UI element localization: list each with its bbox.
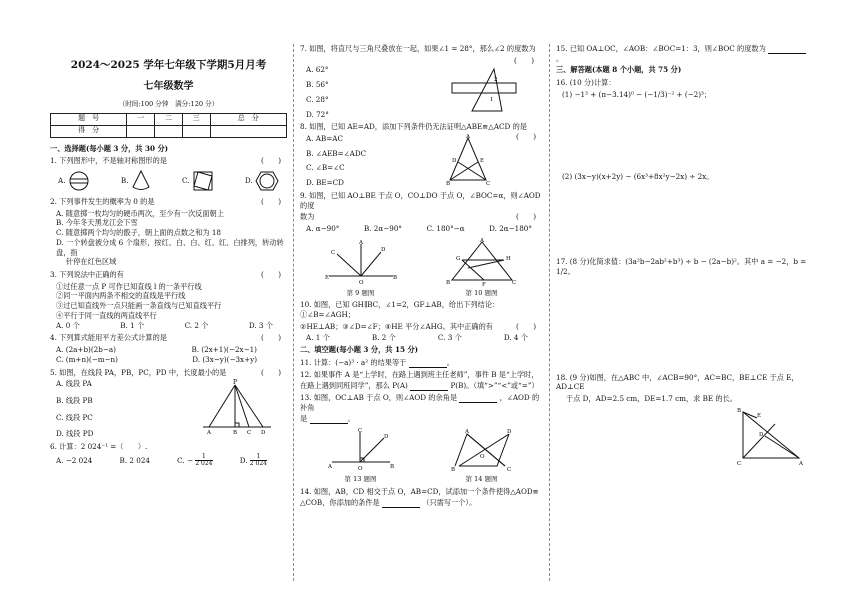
question-stem: 4. 下列算式能用平方差公式计算的是 bbox=[50, 333, 167, 343]
question-16-part-1: (1) −1³ + (π−3.14)⁰ − (−1/3)⁻² + (−2)³； bbox=[562, 89, 712, 99]
q8-body bbox=[300, 134, 516, 188]
q4-options-row2 bbox=[56, 355, 257, 365]
question-4 bbox=[50, 333, 287, 343]
q2-option-d-cont: 针停在红色区域 bbox=[66, 257, 117, 267]
exam-title: 2024～2025 学年七年级下学期5月月考 bbox=[70, 59, 267, 71]
column-divider-left bbox=[293, 44, 294, 581]
question-7: 7. 如图，将直尺与三角尺叠放在一起，如果∠1 = 28°，那么∠2 的度数为 bbox=[300, 44, 536, 53]
answer-paren: ( ) bbox=[516, 212, 536, 222]
question-stem: ②HE⊥AB；③∠D=∠F；④HE 平分∠AHG。其中正确的有 bbox=[300, 321, 493, 331]
svg-text:B: B bbox=[446, 181, 451, 187]
svg-text:D: D bbox=[261, 430, 266, 436]
section-3-title: 三、解答题(本题 8 个小题，共 75 分) bbox=[556, 65, 682, 75]
svg-text:F: F bbox=[481, 281, 486, 286]
q9-q10-figures bbox=[300, 238, 542, 297]
q8-option-a[interactable]: A. AB=AC bbox=[306, 134, 343, 144]
svg-text:C: C bbox=[357, 428, 362, 435]
score-header: 总 分 bbox=[210, 113, 286, 125]
score-table bbox=[50, 113, 287, 138]
svg-text:H: H bbox=[505, 255, 511, 262]
question-stem: P(B)。（填“>”“<”或“=”） bbox=[450, 381, 539, 391]
q3-options bbox=[56, 321, 273, 331]
q10-options bbox=[306, 333, 528, 343]
q9-option-d[interactable]: D. 2α−180° bbox=[489, 224, 532, 234]
svg-text:B: B bbox=[445, 279, 450, 286]
svg-text:O: O bbox=[358, 279, 364, 286]
question-14-cont bbox=[300, 498, 542, 508]
q5-option-d[interactable]: D. 线段 PD bbox=[56, 429, 94, 439]
question-2 bbox=[50, 197, 287, 207]
svg-text:B: B bbox=[233, 430, 238, 436]
exam-subject: 七年级数学 bbox=[143, 81, 194, 93]
svg-text:O: O bbox=[357, 466, 363, 473]
q6-options bbox=[56, 454, 267, 468]
q4-option-a[interactable]: A. (2a+b)(2b−a) bbox=[56, 345, 116, 355]
question-stem: ，∠AOD 的补角 bbox=[300, 393, 540, 412]
score-header: 题 号 bbox=[51, 113, 127, 125]
answer-paren: ( ) bbox=[516, 132, 536, 142]
figure-10-caption: 第 10 题图 bbox=[465, 288, 498, 297]
q5-option-b[interactable]: B. 线段 PB bbox=[56, 395, 93, 405]
square-figure-icon bbox=[192, 170, 214, 192]
q3-option-d[interactable]: D. 3 个 bbox=[248, 320, 273, 330]
q7-option-c[interactable]: C. 28° bbox=[306, 94, 329, 104]
svg-text:B: B bbox=[737, 407, 742, 414]
q4-option-c[interactable]: C. (m+n)(−m−n) bbox=[56, 354, 118, 364]
svg-text:D: D bbox=[383, 434, 388, 441]
q13-figure bbox=[326, 428, 396, 472]
svg-text:P: P bbox=[233, 379, 238, 387]
q8-option-b[interactable]: B. ∠AEB=∠ADC bbox=[306, 148, 367, 158]
cone-figure-icon bbox=[131, 170, 151, 192]
question-6: 6. 计算：2 024⁻¹ =（ ）. bbox=[50, 442, 148, 452]
svg-text:G: G bbox=[455, 255, 460, 262]
q7-body bbox=[300, 65, 542, 119]
question-9-cont bbox=[300, 212, 542, 222]
figure-9-caption: 第 9 题图 bbox=[346, 288, 375, 297]
svg-text:A: A bbox=[358, 239, 363, 246]
q5-body bbox=[50, 379, 287, 439]
q13-q14-figures bbox=[300, 428, 542, 483]
answer-blank[interactable] bbox=[410, 383, 448, 391]
svg-text:A: A bbox=[327, 464, 332, 471]
q10-option-a[interactable]: A. 1 个 bbox=[306, 333, 330, 343]
question-17: 17. (8 分)化简求值：(3a²b−2ab²+b³) ÷ b − (2a−b)²。其中 a = −2，b = 1/2。 bbox=[556, 257, 807, 277]
score-row-label: 得 分 bbox=[51, 125, 127, 137]
answer-area-16-1[interactable] bbox=[556, 102, 811, 172]
q3-option-b[interactable]: B. 1 个 bbox=[120, 320, 145, 330]
column-3 bbox=[556, 44, 811, 468]
question-3 bbox=[50, 270, 287, 280]
question-stem: 在路上遇到同班同学”，那么 P(A) bbox=[300, 381, 408, 391]
svg-text:B: B bbox=[450, 467, 455, 473]
svg-text:A: A bbox=[466, 134, 470, 141]
answer-blank[interactable] bbox=[382, 500, 420, 508]
svg-text:C: C bbox=[247, 430, 252, 436]
question-16-part-2: (2) (3x−y)(x+2y) − (6x³+8x²y−2x) ÷ 2x。 bbox=[562, 171, 714, 181]
answer-area-17[interactable] bbox=[556, 279, 811, 373]
question-13-cont: 是 。 bbox=[300, 414, 355, 424]
q9-option-b[interactable]: B. 2α−90° bbox=[363, 224, 402, 234]
question-18-cont: 于点 D，AD=2.5 cm，DE=1.7 cm，求 BE 的长。 bbox=[566, 394, 737, 404]
svg-text:1: 1 bbox=[490, 97, 494, 104]
q3-option-a[interactable]: A. 0 个 bbox=[56, 320, 80, 330]
circle-figure-icon bbox=[68, 170, 90, 192]
svg-text:D: D bbox=[452, 158, 457, 165]
answer-area-16-2[interactable] bbox=[556, 183, 811, 257]
q3-statement: ①过任意一点 P 可作已知直线 l 的一条平行线 bbox=[56, 281, 202, 291]
score-header: 二 bbox=[155, 113, 183, 125]
q9-options bbox=[306, 224, 532, 234]
q1-option-a[interactable]: A. bbox=[58, 170, 90, 192]
question-stem: 数为 bbox=[300, 212, 315, 222]
question-stem: 11. 计算：(−a)³ · a² 的结果等于 bbox=[300, 357, 407, 367]
answer-paren: ( ) bbox=[261, 270, 281, 280]
question-5 bbox=[50, 368, 287, 378]
q14-figure bbox=[447, 428, 517, 472]
q7-option-d[interactable]: D. 72° bbox=[306, 109, 329, 119]
q9-figure bbox=[323, 238, 399, 286]
section-1-title: 一、选择题(每小题 3 分，共 30 分) bbox=[50, 143, 169, 153]
q3-option-c[interactable]: C. 2 个 bbox=[184, 320, 209, 330]
q4-option-b[interactable]: B. (2x+1)(−2x−1) bbox=[191, 345, 257, 355]
q10-option-c[interactable]: C. 3 个 bbox=[437, 333, 462, 343]
q5-option-c[interactable]: C. 线段 PC bbox=[56, 412, 93, 422]
q8-figure bbox=[444, 134, 494, 186]
question-stem: 1. 下列图形中，不是轴对称图形的是 bbox=[50, 156, 167, 166]
q18-figure bbox=[735, 406, 807, 468]
svg-text:2: 2 bbox=[494, 77, 498, 84]
question-15: 15. 已知 OA⊥OC，∠AOB：∠BOC=1：3，则∠BOC 的度数为 。 bbox=[556, 44, 811, 63]
q9-option-c[interactable]: C. 180°−α bbox=[426, 224, 465, 234]
svg-text:C: C bbox=[506, 467, 511, 473]
q2-option-a[interactable]: A. 随意掷一枚均匀的硬币两次，至少有一次反面朝上 bbox=[56, 208, 224, 218]
question-18: 18. (9 分)如图，在△ABC 中，∠ACB=90°，AC=BC，BE⊥CE 于点 E，AD⊥CE bbox=[556, 372, 799, 392]
q1-option-b[interactable]: B. bbox=[121, 170, 151, 192]
q6-option-a[interactable]: A. −2 024 bbox=[56, 456, 93, 466]
score-header: 三 bbox=[182, 113, 210, 125]
q2-option-d[interactable]: D. 一个转盘被分成 6 个扇形，按红、白、白、红、红、白排列，转动转盘，指 bbox=[56, 237, 284, 257]
q10-option-b[interactable]: B. 2 个 bbox=[371, 333, 396, 343]
q5-figure bbox=[201, 379, 273, 435]
question-stem: 8. 如图，已知 AE=AD，添加下列条件仍无法证明△ABE≌△ACD 的是 bbox=[300, 122, 527, 132]
answer-blank[interactable] bbox=[768, 46, 806, 54]
question-14: 14. 如图，AB，CD 相交于点 O，AB=CD，试添加一个条件使得△AOD≌ bbox=[300, 486, 539, 496]
question-stem: 是 bbox=[300, 414, 308, 424]
question-16: 16. (10 分)计算： bbox=[556, 78, 616, 88]
column-1 bbox=[50, 58, 287, 468]
q4-option-d[interactable]: D. (3x−y)(−3x+y) bbox=[192, 354, 257, 364]
column-2 bbox=[300, 44, 542, 510]
answer-blank[interactable] bbox=[459, 395, 497, 403]
question-10-cont bbox=[300, 322, 542, 332]
svg-text:A: A bbox=[207, 430, 211, 436]
question-stem: 2. 下列事件发生的概率为 0 的是 bbox=[50, 197, 155, 206]
question-11: 11. 计算：(−a)³ · a² 的结果等于 。 bbox=[300, 357, 454, 367]
svg-text:C: C bbox=[330, 249, 335, 256]
q9-option-a[interactable]: A. α−90° bbox=[306, 224, 340, 234]
score-cell[interactable] bbox=[127, 125, 155, 137]
q5-option-a[interactable]: A. 线段 PA bbox=[56, 379, 92, 389]
question-12: 12. 如果事件 A 是“上学时，在路上遇到班主任老师”，事件 B 是“上学时， bbox=[300, 369, 539, 379]
q10-figure bbox=[444, 238, 520, 286]
q2-option-b[interactable]: B. 今年冬天黑龙江会下雪 bbox=[56, 218, 138, 228]
q4-options-row1 bbox=[56, 345, 257, 355]
svg-text:E: E bbox=[324, 274, 329, 281]
answer-blank[interactable] bbox=[310, 416, 348, 424]
svg-text:D: D bbox=[759, 431, 764, 438]
question-stem: 3. 下列说法中正确的有 bbox=[50, 270, 124, 280]
figure-14-caption: 第 14 题图 bbox=[465, 474, 498, 483]
svg-text:C: C bbox=[486, 181, 491, 187]
q7-figure bbox=[450, 65, 520, 115]
q2-option-c[interactable]: C. 随意掷两个均匀的骰子，朝上面的点数之和为 18 bbox=[56, 228, 221, 238]
answer-paren: ( ) bbox=[514, 55, 534, 65]
svg-text:D: D bbox=[506, 429, 511, 436]
svg-text:D: D bbox=[380, 246, 385, 253]
score-cell[interactable] bbox=[182, 125, 210, 137]
question-12-cont bbox=[300, 381, 542, 391]
svg-text:B: B bbox=[389, 464, 394, 471]
answer-paren: ( ) bbox=[261, 367, 281, 377]
answer-paren: ( ) bbox=[261, 333, 281, 343]
question-stem: 15. 已知 OA⊥OC，∠AOB：∠BOC=1：3，则∠BOC 的度数为 bbox=[556, 44, 766, 53]
svg-text:E: E bbox=[480, 158, 485, 165]
score-cell[interactable] bbox=[155, 125, 183, 137]
question-1 bbox=[50, 156, 287, 166]
q1-option-d[interactable]: D. bbox=[245, 170, 279, 192]
q8-option-c[interactable]: C. ∠B=∠C bbox=[306, 163, 345, 173]
question-13 bbox=[300, 393, 542, 412]
q3-statement: ③过已知直线外一点只能画一条直线与已知直线平行 bbox=[56, 301, 222, 311]
q6-option-d[interactable]: D. $\frac{1}{2 024}$ bbox=[239, 452, 267, 468]
q3-statement: ②同一平面内两条不相交的直线是平行线 bbox=[56, 291, 186, 301]
question-stem: （只需写一个）。 bbox=[422, 498, 477, 508]
q6-option-b[interactable]: B. 2 024 bbox=[119, 456, 150, 466]
q6-option-c[interactable]: C. − $\frac{1}{2 024}$ bbox=[177, 452, 213, 468]
answer-blank[interactable] bbox=[409, 360, 447, 368]
svg-text:O: O bbox=[479, 454, 485, 461]
column-divider-right bbox=[549, 44, 550, 581]
q8-option-d[interactable]: D. BE=CD bbox=[306, 178, 344, 188]
q10-option-d[interactable]: D. 4 个 bbox=[503, 333, 528, 343]
question-9: 9. 如图，已知 AO⊥BE 于点 O，CO⊥DO 于点 O，∠BOC=α，则∠AOD 的度 bbox=[300, 190, 541, 210]
question-stem: 5. 如图，在线段 PA，PB，PC，PD 中，长度最小的是 bbox=[50, 367, 227, 377]
q18-body[interactable] bbox=[556, 406, 811, 468]
q1-options bbox=[58, 170, 279, 192]
svg-text:A: A bbox=[479, 237, 484, 244]
svg-text:A: A bbox=[799, 460, 803, 467]
q7-option-b[interactable]: B. 56° bbox=[306, 80, 329, 90]
answer-paren: ( ) bbox=[261, 156, 281, 166]
svg-text:A: A bbox=[464, 429, 469, 436]
q7-option-a[interactable]: A. 62° bbox=[306, 65, 329, 75]
answer-paren: ( ) bbox=[516, 321, 536, 331]
q3-statement: ④平行于同一直线的两直线平行 bbox=[56, 310, 157, 320]
figure-13-caption: 第 13 题图 bbox=[344, 474, 377, 483]
exam-meta: （时间:100 分钟 满分:120 分） bbox=[118, 99, 219, 108]
question-stem: 13. 如图，OC⊥AB 于点 O，则∠AOD 的余角是 bbox=[300, 393, 458, 403]
question-stem: △COB，你添加的条件是 bbox=[300, 498, 380, 508]
q1-option-c[interactable]: C. bbox=[182, 170, 214, 192]
svg-text:E: E bbox=[757, 412, 762, 419]
svg-text:C: C bbox=[511, 279, 516, 286]
section-2-title: 二、填空题(每小题 3 分，共 15 分) bbox=[300, 345, 419, 355]
score-header: 一 bbox=[127, 113, 155, 125]
svg-text:B: B bbox=[392, 274, 397, 281]
answer-paren: ( ) bbox=[261, 197, 281, 206]
svg-text:C: C bbox=[737, 460, 742, 467]
question-10: 10. 如图，已知 GH∥BC，∠1=2，GF⊥AB，给出下列结论：①∠B=∠AGH； bbox=[300, 300, 500, 319]
score-cell[interactable] bbox=[210, 125, 286, 137]
hexagon-figure-icon bbox=[255, 170, 279, 192]
